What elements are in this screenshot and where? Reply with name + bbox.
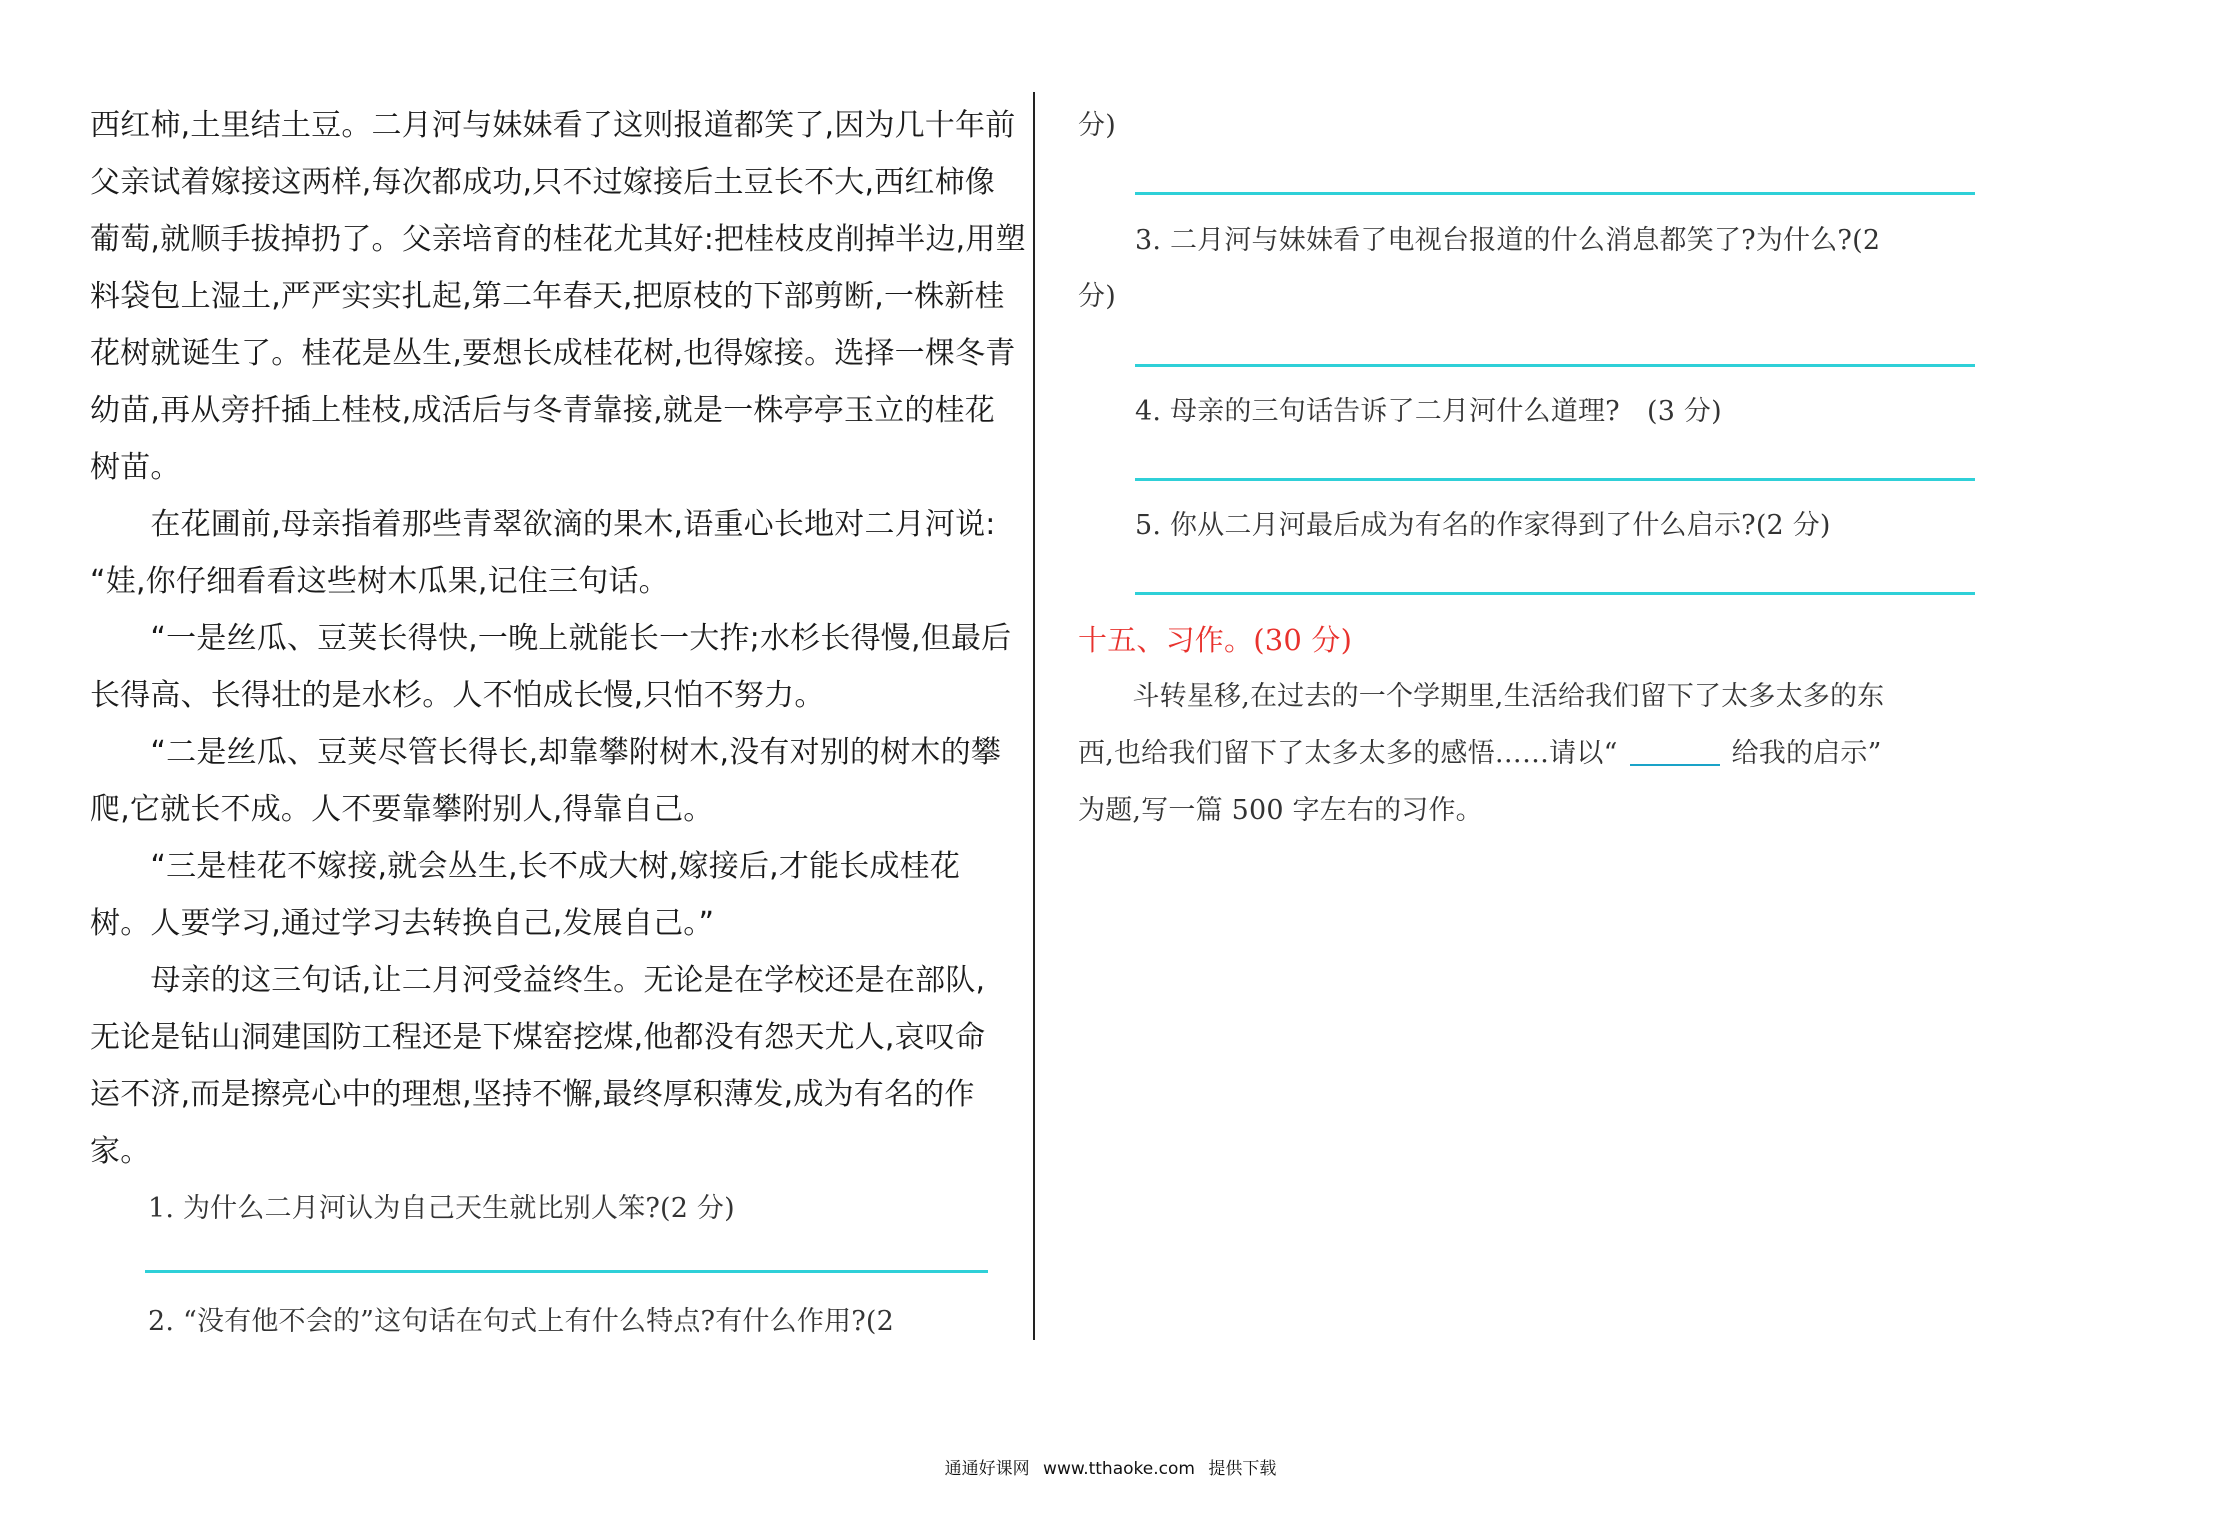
composition-line: 斗转星移,在过去的一个学期里,生活给我们留下了太多太多的东 [1078, 681, 1885, 712]
footer-site-name: 通通好课网 [944, 1459, 1030, 1479]
question-4: 4. 母亲的三句话告诉了二月河什么道理? (3 分) [1135, 396, 1722, 427]
footer-note: 提供下载 [1208, 1459, 1277, 1479]
passage-line: “娃,你仔细看看这些树木瓜果,记住三句话。 [90, 564, 669, 599]
passage-line: 在花圃前,母亲指着那些青翠欲滴的果木,语重心长地对二月河说: [90, 507, 996, 542]
passage-line: 西红柿,土里结土豆。二月河与妹妹看了这则报道都笑了,因为几十年前 [90, 108, 1016, 143]
passage-line: 料袋包上湿土,严严实实扎起,第二年春天,把原枝的下部剪断,一株新桂 [90, 279, 1005, 314]
passage-line: 树苗。 [90, 450, 181, 485]
composition-heading: 十五、习作。(30 分) [1078, 623, 1353, 657]
question-2: 2. “没有他不会的”这句话在句式上有什么特点?有什么作用?(2 [148, 1306, 895, 1337]
composition-text: 给我的启示” [1731, 738, 1882, 769]
question-3: 3. 二月河与妹妹看了电视台报道的什么消息都笑了?为什么?(2 [1135, 225, 1881, 256]
footer-url[interactable]: www.tthaoke.com [1043, 1459, 1195, 1479]
column-divider [1033, 92, 1035, 1340]
passage-line: 无论是钻山洞建国防工程还是下煤窑挖煤,他都没有怨天尤人,哀叹命 [90, 1020, 986, 1055]
title-blank[interactable] [1630, 764, 1720, 766]
passage-line: 家。 [90, 1134, 151, 1169]
passage-line: “二是丝瓜、豆荚尽管长得长,却靠攀附树木,没有对别的树木的攀 [90, 735, 1002, 770]
question-3-continued: 分) [1078, 281, 1116, 312]
passage-line: 葡萄,就顺手拔掉扔了。父亲培育的桂花尤其好:把桂枝皮削掉半边,用塑 [90, 222, 1026, 257]
question-5: 5. 你从二月河最后成为有名的作家得到了什么启示?(2 分) [1135, 510, 1831, 541]
passage-line: 幼苗,再从旁扦插上桂枝,成活后与冬青靠接,就是一株亭亭玉立的桂花 [90, 393, 996, 428]
passage-line: “三是桂花不嫁接,就会丛生,长不成大树,嫁接后,才能长成桂花 [90, 849, 961, 884]
composition-line: 为题,写一篇 500 字左右的习作。 [1078, 795, 1483, 826]
answer-line-q4[interactable] [1135, 478, 1975, 481]
passage-line: 父亲试着嫁接这两样,每次都成功,只不过嫁接后土豆长不大,西红柿像 [90, 165, 996, 200]
passage-line: 长得高、长得壮的是水杉。人不怕成长慢,只怕不努力。 [90, 678, 825, 713]
page-footer [0, 1454, 2221, 1479]
composition-line [1078, 734, 1882, 774]
answer-line-q5[interactable] [1135, 592, 1975, 595]
passage-line: 母亲的这三句话,让二月河受益终生。无论是在学校还是在部队, [90, 963, 986, 998]
answer-line-q1[interactable] [145, 1270, 988, 1273]
answer-line-q3[interactable] [1135, 364, 1975, 367]
passage-line: 爬,它就长不成。人不要靠攀附别人,得靠自己。 [90, 792, 714, 827]
answer-line-q2[interactable] [1135, 192, 1975, 195]
question-2-continued: 分) [1078, 110, 1116, 141]
passage-line: 花树就诞生了。桂花是丛生,要想长成桂花树,也得嫁接。选择一棵冬青 [90, 336, 1016, 371]
composition-text: 西,也给我们留下了太多太多的感悟……请以“ [1078, 738, 1618, 769]
passage-line: 运不济,而是擦亮心中的理想,坚持不懈,最终厚积薄发,成为有名的作 [90, 1077, 975, 1112]
passage-line: “一是丝瓜、豆荚长得快,一晚上就能长一大拃;水杉长得慢,但最后 [90, 621, 1012, 656]
question-1: 1. 为什么二月河认为自己天生就比别人笨?(2 分) [148, 1193, 735, 1224]
passage-line: 树。人要学习,通过学习去转换自己,发展自己。” [90, 906, 715, 941]
